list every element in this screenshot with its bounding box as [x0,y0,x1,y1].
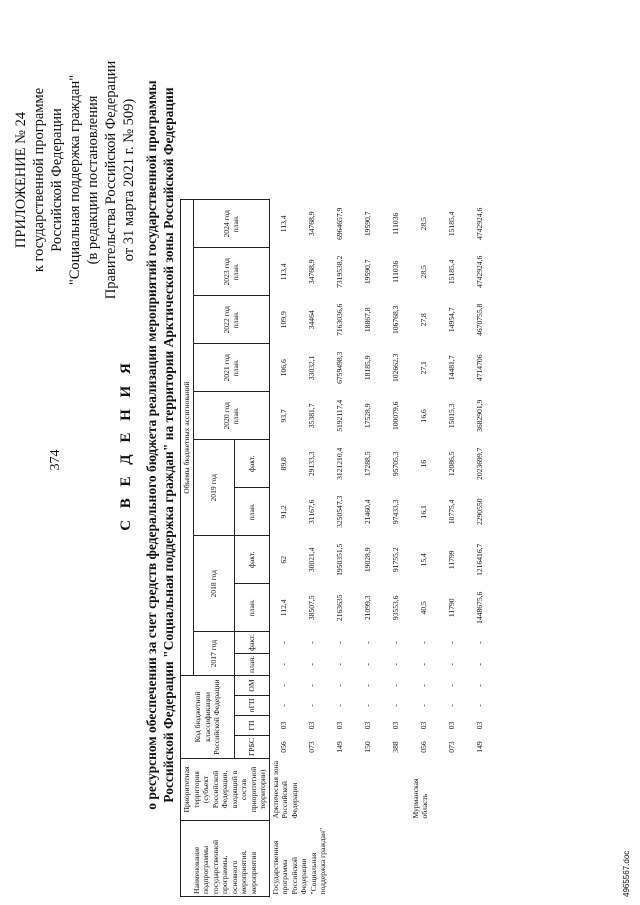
cell-2019-plan: 21460,4 [362,499,372,525]
header-2018-fact: факт. [234,536,269,584]
cell-gp: 03 [362,721,372,730]
cell-2018-plan: 11790 [446,598,456,618]
cell-om: - [390,684,400,687]
cell-2019-fact: 29133,3 [306,451,316,477]
cell-2023: 111036 [390,260,400,283]
cell-2018-fact: 15,4 [418,553,428,567]
cell-om: - [306,684,316,687]
cell-grbs: 056 [278,741,288,753]
appendix-line: Российской Федерации [49,108,65,252]
cell-2024: 111036 [390,212,400,235]
cell-2021: 6759498,3 [334,351,344,384]
cell-2019-fact: 2023699,7 [474,447,484,480]
cell-2024: 19590,7 [362,211,372,237]
appendix-line: от 31 марта 2021 г. № 509) [121,98,137,262]
cell-2021: 14481,7 [446,355,456,381]
cell-2019-plan: 10775,4 [446,499,456,525]
header-2018-plan: план. [234,584,269,632]
cell-2019-fact: 89,8 [278,457,288,471]
cell-2018-fact: 1216416,7 [474,543,484,576]
cell-2019-plan: 16,1 [418,505,428,519]
cell-2020: 5192117,4 [334,399,344,432]
cell-pgp: - [390,704,400,707]
cell-2023: 4742924,6 [474,255,484,288]
cell-2018-plan: 93553,6 [390,595,400,621]
cell-grbs: 149 [474,741,484,753]
page-number: 374 [48,449,63,471]
header-2024: 2024 год план. [193,200,269,248]
cell-grbs: 073 [306,741,316,753]
appendix-line: (в редакции постановления [85,95,101,265]
cell-2021: 18185,9 [362,355,372,381]
cell-2024: 34768,9 [306,211,316,237]
header-2019-fact: факт. [234,440,269,488]
cell-2017-plan: - [306,663,316,666]
cell-pgp: - [362,704,372,707]
cell-2018-plan: 21099,3 [362,595,372,621]
cell-2022: 7163036,6 [334,303,344,336]
cell-2018-plan: 38507,5 [306,595,316,621]
header-2019: 2019 год [193,440,234,536]
cell-om: - [362,684,372,687]
cell-2018-fact: 30021,4 [306,547,316,573]
cell-grbs: 150 [362,741,372,753]
cell-2017-fact: - [306,641,316,644]
cell-pgp: - [278,704,288,707]
cell-2019-fact: 3121210,4 [334,447,344,480]
cell-2020: 93,7 [278,409,288,423]
cell-gp: 03 [334,721,344,730]
cell-gp: 03 [306,721,316,730]
cell-2024: 15185,4 [446,211,456,237]
cell-pgp: - [418,704,428,707]
document-id: 4965567.doc [622,850,631,897]
cell-grbs: 056 [418,741,428,753]
territory-arctic: Арктическая зона Российской Федерации [270,760,299,819]
cell-2017-plan: - [362,663,372,666]
cell-2017-plan: - [390,663,400,666]
cell-2019-plan: 31167,6 [306,499,316,524]
program-name-continued [410,821,494,897]
cell-pgp: - [446,704,456,707]
cell-gp: 03 [446,721,456,730]
program-name: Государственная программа Российской Федерации "Социальная поддержка граждан" [270,827,327,895]
cell-om: - [418,684,428,687]
header-pgp: пГП [234,696,269,716]
cell-2020: 17528,9 [362,403,372,429]
cell-gp: 03 [474,721,484,730]
appendix-line: Правительства Российской Федерации [103,60,119,300]
header-volumes: Объемы бюджетных ассигнований [181,200,194,676]
cell-2020: 3682901,9 [474,399,484,432]
header-name: Наименование подпрограммы государственной программы, основного мероприятия, мероприятия [181,821,270,897]
cell-2017-plan: - [334,663,344,666]
cell-pgp: - [474,704,484,707]
cell-pgp: - [306,704,316,707]
cell-2022: 109,9 [278,311,288,329]
cell-2018-fact: 91755,2 [390,547,400,573]
header-2018: 2018 год [193,536,234,632]
cell-2018-plan: 40,5 [418,601,428,615]
cell-2017-plan: - [418,663,428,666]
cell-2023: 28,5 [418,265,428,279]
cell-2023: 7319538,2 [334,255,344,288]
appendix-line: к государственной программе [31,87,47,273]
cell-2021: 27,1 [418,361,428,375]
cell-2022: 34464 [306,310,316,330]
cell-2017-fact: - [418,641,428,644]
appendix-line: "Социальная поддержка граждан" [67,74,83,286]
cell-2024: 28,5 [418,217,428,231]
cell-2022: 106768,3 [390,305,400,335]
cell-2017-fact: - [474,641,484,644]
cell-2021: 33032,1 [306,355,316,381]
heading-subtitle-line-1: о ресурсном обеспечении за счет средств федерального бюджета реализации мероприятий государственной программы [144,80,159,810]
cell-2017-fact: - [390,641,400,644]
cell-pgp: - [334,704,344,707]
table-row [269,200,298,897]
cell-om: - [474,684,484,687]
cell-2020: 15015,3 [446,403,456,429]
cell-2018-fact: 19028,9 [362,547,372,573]
cell-2019-plan: 91,2 [278,505,288,519]
document-heading [118,45,177,845]
cell-2022: 4670755,8 [474,303,484,336]
cell-2019-plan: 3250547,3 [334,495,344,528]
cell-2017-plan: - [446,663,456,666]
cell-2022: 14954,7 [446,307,456,333]
cell-2021: 106,6 [278,359,288,377]
header-om: ОМ [234,676,269,696]
cell-2017-fact: - [278,641,288,644]
header-2021: 2021 год план. [193,344,269,392]
header-grbs: ГРБС [234,736,269,759]
heading-subtitle-line-2: Российской Федерации "Социальная поддержка граждан" на территории Арктической зоны Российской Федерации [161,87,176,803]
cell-om: - [334,684,344,687]
cell-2023: 113,4 [278,263,288,281]
heading-title: С В Е Д Е Н И Я [118,359,134,531]
cell-om: - [446,684,456,687]
cell-2020: 100079,6 [390,401,400,431]
appendix-line: ПРИЛОЖЕНИЕ № 24 [13,111,29,249]
territory-murmansk: Мурманская область [410,778,429,819]
cell-2018-fact: 62 [278,555,288,564]
resource-table [180,199,494,897]
cell-grbs: 388 [390,741,400,753]
cell-2019-fact: 12086,5 [446,451,456,477]
cell-2020: 16,6 [418,409,428,423]
table-row [410,200,438,897]
cell-2023: 15185,4 [446,259,456,285]
header-budget-code: Код бюджетной классификации Российской Федерации [181,676,235,759]
cell-grbs: 149 [334,741,344,753]
cell-gp: 03 [418,721,428,730]
header-2017: 2017 год [193,632,234,676]
cell-2024: 6964657,9 [334,207,344,240]
cell-om: - [278,684,288,687]
header-territory: Приоритетная территория (субъект Российской Федерации, входящий в состав приоритетной территории) [181,759,270,821]
header-2023: 2023 год план. [193,248,269,296]
cell-2023: 34768,9 [306,259,316,285]
cell-2021: 102662,3 [390,353,400,383]
header-gp: ГП [234,716,269,736]
cell-2024: 4742924,6 [474,207,484,240]
cell-2017-fact: - [334,641,344,644]
cell-2018-fact: 1950351,5 [334,543,344,576]
cell-2019-fact: 95705,3 [390,451,400,477]
cell-2018-plan: 2163635 [334,594,344,622]
cell-2019-fact: 17288,5 [362,451,372,477]
cell-2018-plan: 112,4 [278,599,288,617]
table-body [269,200,494,897]
header-2017-plan: план. [234,653,269,675]
cell-2019-plan: 97433,3 [390,499,400,525]
cell-2024: 113,4 [278,215,288,233]
cell-grbs: 073 [446,741,456,753]
cell-2019-fact: 16 [418,459,428,468]
cell-2017-fact: - [446,641,456,644]
header-2020: 2020 год план. [193,392,269,440]
cell-2022: 18867,8 [362,307,372,333]
cell-2017-plan: - [278,663,288,666]
cell-2021: 4714706 [474,354,484,382]
cell-2020: 35381,7 [306,403,316,429]
cell-2017-fact: - [362,641,372,644]
header-2022: 2022 год план. [193,296,269,344]
cell-2017-plan: - [474,663,484,666]
cell-gp: 03 [390,721,400,730]
cell-2018-plan: 1448675,6 [474,591,484,624]
header-2019-plan: план. [234,488,269,536]
cell-2022: 27,8 [418,313,428,327]
cell-gp: 03 [278,721,288,730]
cell-2023: 19590,7 [362,259,372,285]
cell-2018-fact: 11799 [446,550,456,570]
cell-2019-plan: 2290550 [474,498,484,526]
header-2017-fact: факт. [234,632,269,654]
